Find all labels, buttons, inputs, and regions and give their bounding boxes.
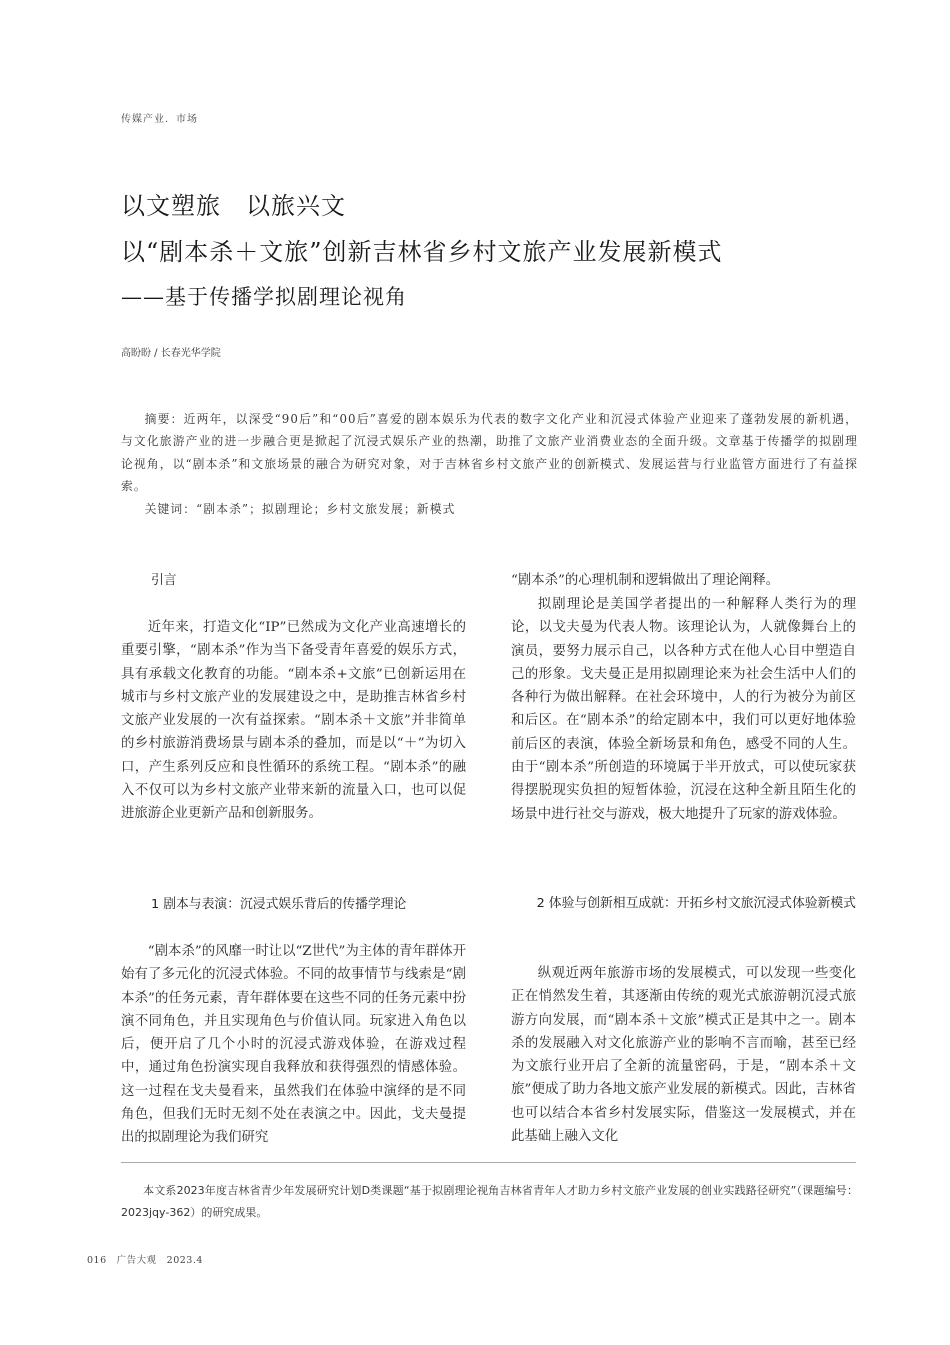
running-head: 传媒产业．市场 bbox=[121, 114, 198, 125]
dramaturgy-paragraph: 拟剧理论是美国学者提出的一种解释人类行为的理论，以戈夫曼为代表人物。该理论认为，人就像舞台上的演员，要努力展示自己，以各种方式在他人心目中塑造自己的形象。戈夫曼正是用拟剧理论来为社会生活中人们的各种行为做出解释。在社会环境中，人的行为被分为前区和后区。在“剧本杀”的给定剧本中，我们可以更好地体验前后区的表演，体验全新场景和角色，感受不同的人生。由于“剧本杀”所创造的环境属于半开放式，可以使玩家获得摆脱现实负担的短暂体验，沉浸在这种全新且陌生化的场景中进行社交与游戏，极大地提升了玩家的游戏体验。 bbox=[511, 597, 856, 822]
intro-paragraph: 近年来，打造文化“IP”已然成为文化产业高速增长的重要引擎，“剧本杀”作为当下备受青年喜爱的娱乐方式，具有承载文化教育的功能。“剧本杀+文旅”已创新运用在城市与乡村文旅产业的发展建设之中，是助推吉林省乡村文旅产业发展的一次有益探索。“剧本杀＋文旅”并非简单的乡村旅游消费场景与剧本杀的叠加，而是以“＋”为切入口，产生系列反应和良性循环的系统工程。“剧本杀”的融入不仅可以为乡村文旅产业带来新的流量入口，也可以促进旅游企业更新产品和创新服务。 bbox=[121, 620, 466, 822]
section-2-paragraph: 纵观近两年旅游市场的发展模式，可以发现一些变化正在悄然发生着，其逐渐由传统的观光式旅游朝沉浸式旅游方向发展，而“剧本杀＋文旅”模式正是其中之一。剧本杀的发展融入对文化旅游产业的影响不言而喻，甚至已经为文旅行业开启了全新的流量密码，于是，“剧本杀＋文旅”便成了助力各地文旅产业发展的新模式。因此，吉林省也可以结合本省乡村发展实际，借鉴这一发展模式，并在此基础上融入文化 bbox=[511, 966, 856, 1145]
keywords: 关键词：“剧本杀”；拟剧理论；乡村文旅发展；新模式 bbox=[144, 502, 456, 516]
page-number: 016 bbox=[87, 1255, 107, 1266]
subtitle: ——基于传播学拟剧理论视角 bbox=[121, 285, 407, 309]
title-line-1: 以文塑旅 以旅兴文 bbox=[121, 192, 346, 220]
title-line-2: 以“剧本杀＋文旅”创新吉林省乡村文旅产业发展新模式 bbox=[121, 238, 723, 266]
journal-name: 广告大观 bbox=[116, 1255, 157, 1266]
funding-note: 本文系2023年度吉林省青少年发展研究计划D类课题“基于拟剧理论视角吉林省青年人才助力乡村文旅产业发展的创业实践路径研究”（课题编号：2023jqy-362）的研究成果。 bbox=[121, 1184, 858, 1219]
author-byline: 高盼盼 / 长春光华学院 bbox=[121, 348, 221, 359]
footnote-divider bbox=[121, 1162, 856, 1163]
continued-paragraph: “剧本杀”的心理机制和逻辑做出了理论阐释。 bbox=[511, 573, 780, 588]
issue-number: 2023.4 bbox=[166, 1255, 203, 1266]
page-footer bbox=[87, 1252, 213, 1266]
section-heading-intro: 引言 bbox=[151, 573, 177, 588]
abstract: 摘要：近两年，以深受“90后”和“00后”喜爱的剧本娱乐为代表的数字文化产业和沉浸式体验产业迎来了蓬勃发展的新机遇，与文化旅游产业的进一步融合更是掀起了沉浸式娱乐产业的热潮，助推了文旅产业消费业态的全面升级。文章基于传播学的拟剧理论视角，以“剧本杀”和文旅场景的融合为研究对象，对于吉林省乡村文旅产业的创新模式、发展运营与行业监管方面进行了有益探索。 bbox=[121, 412, 858, 494]
section-heading-1: 1 剧本与表演：沉浸式娱乐背后的传播学理论 bbox=[151, 897, 407, 912]
section-heading-2: 2 体验与创新相互成就：开拓乡村文旅沉浸式体验新模式 bbox=[536, 896, 856, 911]
section-1-paragraph: “剧本杀”的风靡一时让以“Z世代”为主体的青年群体开始有了多元化的沉浸式体验。不同的故事情节与线索是“剧本杀”的任务元素，青年群体要在这些不同的任务元素中扮演不同角色，并且实现角色与价值认同。玩家进入角色以后，便开启了几个小时的沉浸式游戏体验，在游戏过程中，通过角色扮演实现自我释放和获得强烈的情感体验。这一过程在戈夫曼看来，虽然我们在体验中演绎的是不同角色，但我们无时无刻不处在表演之中。因此，戈夫曼提出的拟剧理论为我们研究 bbox=[121, 944, 466, 1146]
